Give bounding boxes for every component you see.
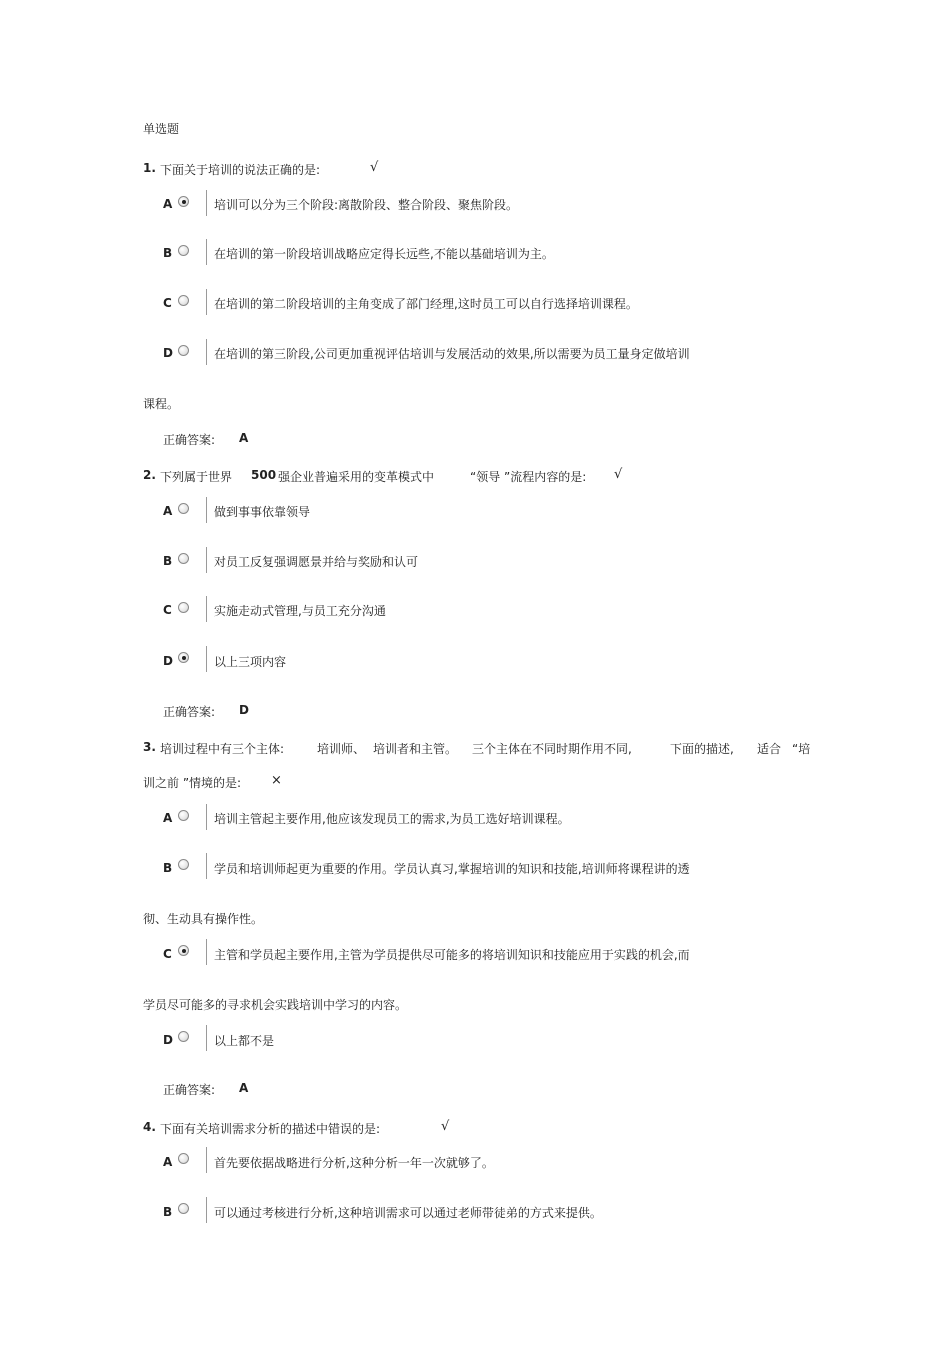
result-mark: √ xyxy=(441,1119,450,1134)
option-letter: C xyxy=(163,296,172,310)
option-divider xyxy=(206,804,207,830)
option-text-continued: 课程。 xyxy=(143,397,180,411)
option-divider xyxy=(206,939,207,965)
option-divider xyxy=(206,1147,207,1173)
answer-value: A xyxy=(239,431,249,445)
option-radio-q4-a[interactable] xyxy=(178,1153,189,1164)
option-radio-q2-a[interactable] xyxy=(178,503,189,514)
option-radio-q2-c[interactable] xyxy=(178,602,189,613)
option-letter: B xyxy=(163,861,173,875)
option-text-continued: 彻、生动具有操作性。 xyxy=(143,912,264,926)
option-divider xyxy=(206,190,207,216)
option-text: 做到事事依靠领导 xyxy=(214,505,311,519)
answer-label: 正确答案: xyxy=(163,433,216,447)
question-number: 1. xyxy=(143,161,156,175)
option-letter: B xyxy=(163,246,173,260)
question-text: 500 xyxy=(251,468,277,482)
question-text: 培训者和主管。 xyxy=(373,742,458,756)
option-text: 实施走动式管理,与员工充分沟通 xyxy=(214,604,386,618)
option-radio-q3-d[interactable] xyxy=(178,1031,189,1042)
question-text: 三个主体在不同时期作用不同, xyxy=(472,742,632,756)
question-text: 下面有关培训需求分析的描述中错误的是: xyxy=(160,1122,381,1136)
option-text: 首先要依据战略进行分析,这种分析一年一次就够了。 xyxy=(214,1156,494,1170)
option-letter: A xyxy=(163,811,173,825)
question-number: 2. xyxy=(143,468,156,482)
option-text: 培训可以分为三个阶段:离散阶段、整合阶段、聚焦阶段。 xyxy=(214,198,519,212)
answer-label: 正确答案: xyxy=(163,1083,216,1097)
option-letter: B xyxy=(163,1205,173,1219)
option-divider xyxy=(206,239,207,265)
option-radio-q4-b[interactable] xyxy=(178,1203,189,1214)
option-radio-q1-a[interactable] xyxy=(178,196,189,207)
option-letter: B xyxy=(163,554,173,568)
question-text: 适合 xyxy=(757,742,782,756)
option-radio-q1-b[interactable] xyxy=(178,245,189,256)
option-radio-q1-c[interactable] xyxy=(178,295,189,306)
option-divider xyxy=(206,646,207,672)
option-text: 在培训的第三阶段,公司更加重视评估培训与发展活动的效果,所以需要为员工量身定做培训 xyxy=(214,347,690,361)
answer-value: A xyxy=(239,1081,249,1095)
option-radio-q3-b[interactable] xyxy=(178,859,189,870)
option-radio-q3-c[interactable] xyxy=(178,945,189,956)
option-text: 以上都不是 xyxy=(214,1034,275,1048)
question-text: 下列属于世界 xyxy=(160,470,233,484)
section-title: 单选题 xyxy=(143,122,180,136)
question-text: 培训师、 xyxy=(317,742,366,756)
question-text: 下面的描述, xyxy=(670,742,734,756)
question-number: 4. xyxy=(143,1120,156,1134)
option-letter: A xyxy=(163,1155,173,1169)
result-mark: √ xyxy=(614,467,623,482)
result-mark: × xyxy=(271,773,282,788)
option-divider xyxy=(206,497,207,523)
option-divider xyxy=(206,547,207,573)
option-letter: D xyxy=(163,346,173,360)
option-letter: A xyxy=(163,504,173,518)
option-text: 培训主管起主要作用,他应该发现员工的需求,为员工选好培训课程。 xyxy=(214,812,570,826)
result-mark: √ xyxy=(370,160,379,175)
option-divider xyxy=(206,339,207,365)
option-text: 可以通过考核进行分析,这种培训需求可以通过老师带徒弟的方式来提供。 xyxy=(214,1206,602,1220)
option-letter: C xyxy=(163,947,172,961)
option-text: 对员工反复强调愿景并给与奖励和认可 xyxy=(214,555,419,569)
option-divider xyxy=(206,1197,207,1223)
option-text: 主管和学员起主要作用,主管为学员提供尽可能多的将培训知识和技能应用于实践的机会,而 xyxy=(214,948,690,962)
question-text-continued: 训之前 ”情境的是: xyxy=(143,776,242,790)
option-letter: D xyxy=(163,654,173,668)
option-text: 在培训的第一阶段培训战略应定得长远些,不能以基础培训为主。 xyxy=(214,247,554,261)
option-text: 学员和培训师起更为重要的作用。学员认真习,掌握培训的知识和技能,培训师将课程讲的透 xyxy=(214,862,690,876)
question-text: “领导 ”流程内容的是: xyxy=(470,470,587,484)
question-text: “培 xyxy=(792,742,811,756)
question-number: 3. xyxy=(143,740,156,754)
option-radio-q2-b[interactable] xyxy=(178,553,189,564)
question-text: 培训过程中有三个主体: xyxy=(160,742,285,756)
question-text: 下面关于培训的说法正确的是: xyxy=(160,163,321,177)
option-radio-q1-d[interactable] xyxy=(178,345,189,356)
option-text-continued: 学员尽可能多的寻求机会实践培训中学习的内容。 xyxy=(143,998,408,1012)
answer-label: 正确答案: xyxy=(163,705,216,719)
option-divider xyxy=(206,1025,207,1051)
option-text: 在培训的第二阶段培训的主角变成了部门经理,这时员工可以自行选择培训课程。 xyxy=(214,297,638,311)
option-radio-q2-d[interactable] xyxy=(178,652,189,663)
option-text: 以上三项内容 xyxy=(214,655,287,669)
option-divider xyxy=(206,596,207,622)
option-letter: D xyxy=(163,1033,173,1047)
option-divider xyxy=(206,289,207,315)
option-letter: C xyxy=(163,603,172,617)
option-divider xyxy=(206,853,207,879)
option-radio-q3-a[interactable] xyxy=(178,810,189,821)
answer-value: D xyxy=(239,703,249,717)
option-letter: A xyxy=(163,197,173,211)
question-text: 强企业普遍采用的变革模式中 xyxy=(278,470,435,484)
